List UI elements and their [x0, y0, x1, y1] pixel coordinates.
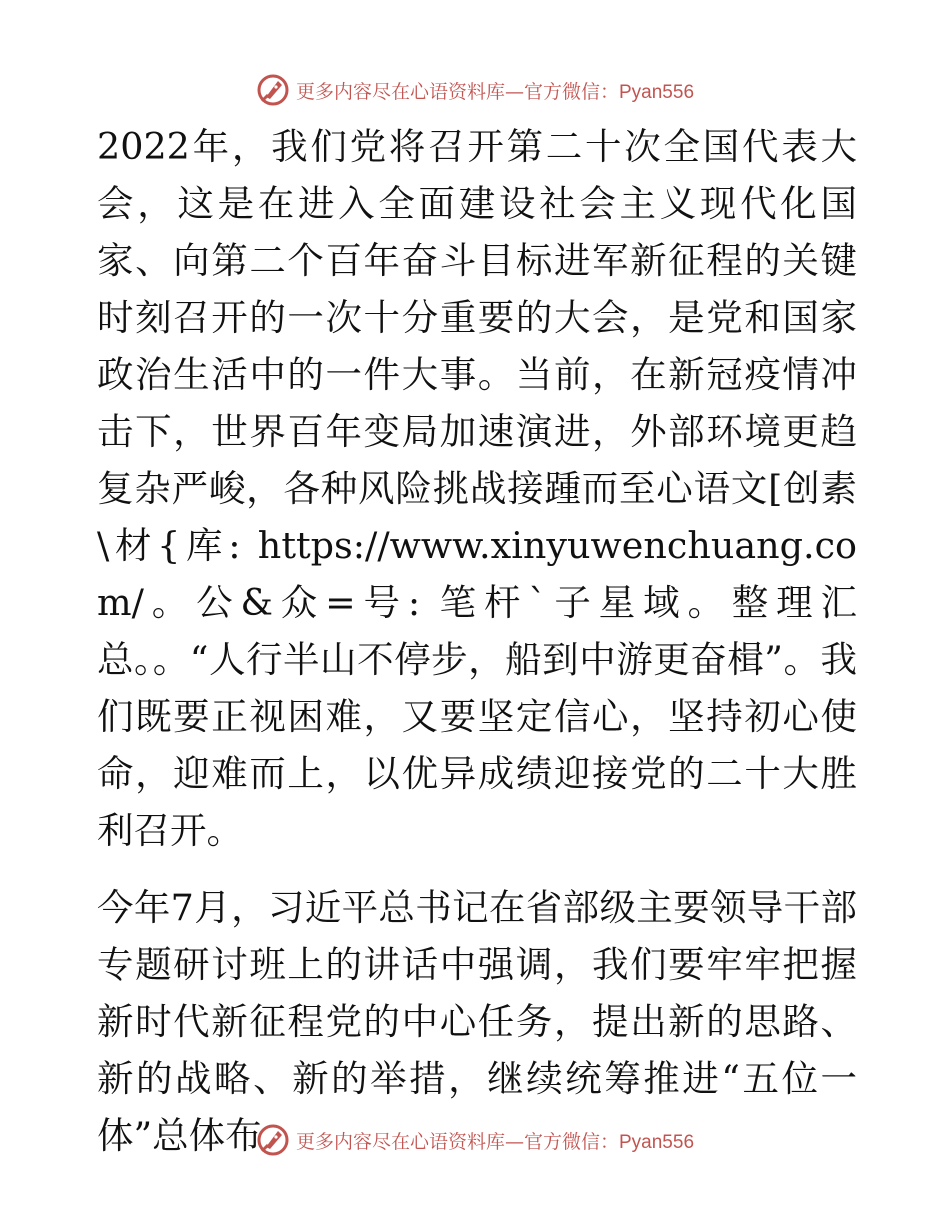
pen-nib-logo-icon	[256, 1123, 290, 1157]
document-body	[97, 118, 857, 1164]
banner-wechat-id: Pyan556	[619, 1131, 695, 1153]
paragraph-1: 2022年，我们党将召开第二十次全国代表大会，这是在进入全面建设社会主义现代化国家、向第二个百年奋斗目标进军新征程的关键时刻召开的一次十分重要的大会，是党和国家政治生活中的一件大事。当前，在新冠疫情冲击下，世界百年变局加速演进，外部环境更趋复杂严峻，各种风险挑战接踵而至心语文[创素\材{库: https://www.xinyuwenchuang.com/。公&众=号: 笔杆`子星域。整理汇总。。“人行半山不停步，船到中游更奋楫”。我们既要正视困难，又要坚定信心，坚持初心使命，迎难而上，以优异成绩迎接党的二十大胜利召开。	[97, 125, 857, 852]
header-banner	[0, 70, 950, 110]
banner-sub-text: 官方微信：	[523, 80, 619, 103]
banner-main-text: 更多内容尽在心语资料库	[295, 80, 505, 103]
paragraph-2: 今年7月，习近平总书记在省部级主要领导干部专题研讨班上的讲话中强调，我们要牢牢把握新时代新征程党的中心任务，提出新的思路、新的战略、新的举措，继续统筹推进“五位一体”总体布	[97, 886, 857, 1157]
footer-banner-text	[296, 1127, 694, 1154]
banner-separator: —	[504, 80, 524, 103]
banner-main-text: 更多内容尽在心语资料库	[295, 1130, 505, 1153]
header-banner-text	[296, 77, 694, 104]
pen-nib-logo-icon	[256, 73, 290, 107]
header-banner-content	[256, 73, 694, 107]
banner-wechat-id: Pyan556	[619, 81, 695, 103]
footer-banner-content	[256, 1123, 694, 1157]
banner-sub-text: 官方微信：	[523, 1130, 619, 1153]
footer-banner	[0, 1120, 950, 1160]
banner-separator: —	[504, 1130, 524, 1153]
